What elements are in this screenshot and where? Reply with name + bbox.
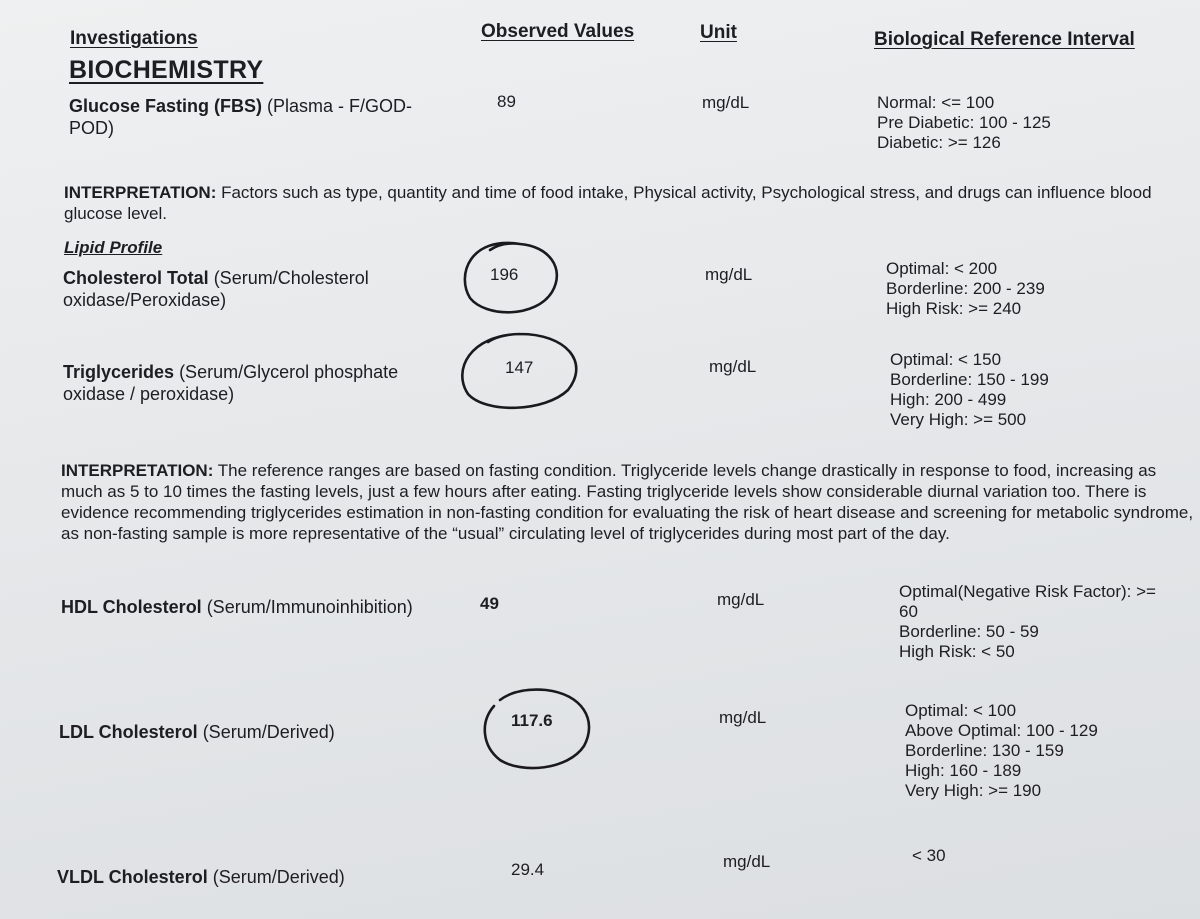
glucose-method: (Plasma - F/GOD-	[262, 96, 413, 116]
cholesterol-total-method: (Serum/Cholesterol	[208, 268, 369, 288]
cholesterol-total-reference	[886, 259, 1045, 319]
hdl-reference	[899, 582, 1156, 662]
ldl-test	[59, 721, 335, 743]
ref-line: Borderline: 50 - 59	[899, 622, 1039, 641]
ldl-name: LDL Cholesterol	[59, 722, 198, 742]
triglycerides-name: Triglycerides	[63, 362, 175, 382]
glucose-unit: mg/dL	[702, 93, 750, 112]
lipid-profile-label: Lipid Profile	[64, 238, 163, 257]
ref-line: Borderline: 130 - 159	[905, 741, 1064, 760]
ref-line: Very High: >= 190	[905, 781, 1042, 800]
header-investigations: Investigations	[70, 28, 198, 49]
triglycerides-test	[63, 361, 398, 405]
glucose-reference	[877, 93, 1051, 153]
glucose-value: 89	[497, 92, 516, 111]
ref-line: Borderline: 200 - 239	[886, 279, 1045, 298]
vldl-unit: mg/dL	[723, 852, 771, 871]
ref-line: High Risk: >= 240	[886, 299, 1022, 318]
interpretation-label: INTERPRETATION:	[64, 183, 217, 202]
ref-line: Optimal: < 150	[890, 350, 1002, 369]
interpretation-text: Factors such as type, quantity and time of food intake, Physical activity, Psychological stress, and drugs can influence blood glucose level.	[64, 183, 1152, 223]
ref-line: Pre Diabetic: 100 - 125	[877, 113, 1051, 132]
cholesterol-total-unit: mg/dL	[705, 265, 753, 284]
ref-line: Diabetic: >= 126	[877, 133, 1001, 152]
cholesterol-total-name: Cholesterol Total	[63, 268, 209, 288]
vldl-method: (Serum/Derived)	[207, 867, 345, 887]
ref-line: Optimal: < 200	[886, 259, 998, 278]
ref-line: < 30	[912, 846, 946, 865]
interpretation-triglycerides	[61, 460, 1195, 544]
triglycerides-method: (Serum/Glycerol phosphate	[174, 362, 399, 382]
hdl-value: 49	[480, 594, 499, 613]
ref-line: Normal: <= 100	[877, 93, 995, 112]
ref-line: High: 160 - 189	[905, 761, 1022, 780]
section-title: BIOCHEMISTRY	[69, 56, 264, 84]
ldl-unit: mg/dL	[719, 708, 767, 727]
cholesterol-total-test	[63, 267, 369, 311]
hdl-unit: mg/dL	[717, 590, 765, 609]
ldl-reference	[905, 701, 1098, 801]
triglycerides-unit: mg/dL	[709, 357, 757, 376]
vldl-reference	[912, 846, 946, 866]
ref-line: 60	[899, 602, 918, 621]
triglycerides-reference	[890, 350, 1049, 430]
vldl-name: VLDL Cholesterol	[57, 867, 208, 887]
interpretation-text: The reference ranges are based on fasting condition. Triglyceride levels change drastically in response to food, increasing as much as 5 to 10 times the fasting levels, just a few hours after eating. Fasting triglyceride levels show considerable diurnal variation too. There is evidence recommending triglycerides estimation in non-fasting condition for evaluating the risk of heart disease and screening for metabolic syndrome, as non-fasting sample is more representative of the “usual” circulating level of triglycerides during most part of the day.	[61, 461, 1194, 543]
ref-line: Above Optimal: 100 - 129	[905, 721, 1098, 740]
vldl-test	[57, 866, 345, 888]
ref-line: High: 200 - 499	[890, 390, 1007, 409]
triglycerides-method-cont: oxidase / peroxidase)	[63, 384, 235, 404]
interpretation-label: INTERPRETATION:	[61, 461, 214, 480]
ref-line: Optimal: < 100	[905, 701, 1017, 720]
ldl-method: (Serum/Derived)	[197, 722, 335, 742]
ref-line: Borderline: 150 - 199	[890, 370, 1049, 389]
header-unit: Unit	[700, 22, 737, 43]
hdl-test	[61, 596, 413, 618]
header-reference-interval: Biological Reference Interval	[874, 29, 1135, 50]
header-observed-values: Observed Values	[481, 21, 635, 42]
interpretation-glucose	[64, 182, 1164, 224]
ref-line: High Risk: < 50	[899, 642, 1015, 661]
glucose-name: Glucose Fasting (FBS)	[69, 96, 263, 116]
glucose-method-cont: POD)	[69, 118, 114, 138]
ref-line: Very High: >= 500	[890, 410, 1027, 429]
vldl-value: 29.4	[511, 860, 545, 879]
cholesterol-total-value: 196	[490, 265, 519, 284]
triglycerides-value: 147	[505, 358, 534, 377]
ref-line: Optimal(Negative Risk Factor): >=	[899, 582, 1156, 601]
ldl-value: 117.6	[511, 711, 553, 730]
hdl-name: HDL Cholesterol	[61, 597, 202, 617]
hdl-method: (Serum/Immunoinhibition)	[201, 597, 413, 617]
glucose-test	[69, 95, 412, 139]
cholesterol-total-method-cont: oxidase/Peroxidase)	[63, 290, 227, 310]
